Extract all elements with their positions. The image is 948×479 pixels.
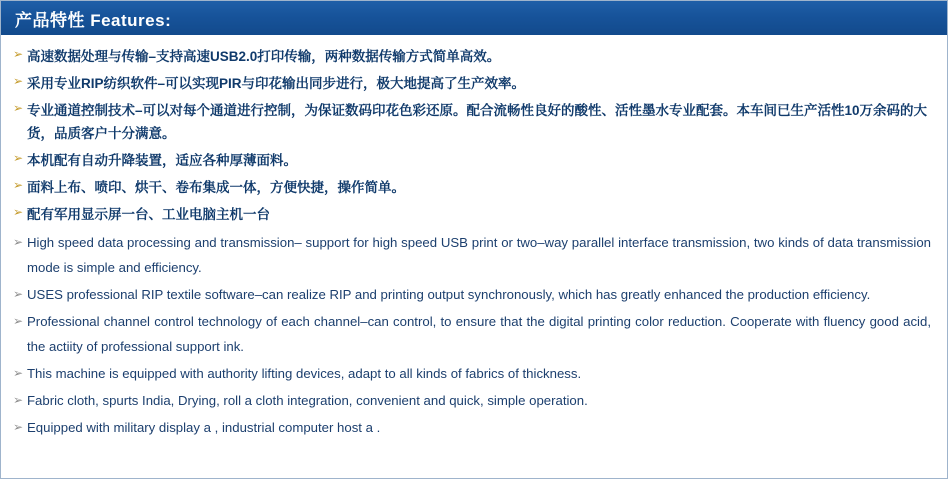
arrow-bullet-icon: ➢ — [13, 366, 24, 380]
page-title: 产品特性 Features: — [15, 10, 172, 30]
list-item — [11, 361, 935, 386]
list-item — [11, 203, 935, 226]
list-item — [11, 176, 935, 199]
feature-text-cn: 配有军用显示屏一台、工业电脑主机一台 — [27, 207, 270, 222]
feature-text-cn: 高速数据处理与传输–支持高速USB2.0打印传输，两种数据传输方式简单高效。 — [27, 49, 501, 64]
arrow-bullet-icon: ➢ — [13, 314, 24, 328]
feature-text-cn: 面料上布、喷印、烘干、卷布集成一体，方便快捷，操作简单。 — [27, 180, 405, 195]
list-item — [11, 388, 935, 413]
list-item — [11, 309, 935, 359]
arrow-bullet-icon: ➢ — [13, 205, 24, 219]
list-item — [11, 230, 935, 280]
list-item — [11, 99, 935, 145]
feature-text-en: Equipped with military display a , industrial computer host a . — [27, 420, 381, 435]
arrow-bullet-icon: ➢ — [13, 151, 24, 165]
feature-text-en: Professional channel control technology of each channel–can control, to ensure that the digital printing color reduction. Cooperate with fluency good acid, the actiity of professional support ink. — [27, 314, 931, 354]
list-item — [11, 45, 935, 68]
feature-text-en: This machine is equipped with authority lifting devices, adapt to all kinds of fabrics of thickness. — [27, 366, 582, 381]
feature-text-cn: 专业通道控制技术–可以对每个通道进行控制，为保证数码印花色彩还原。配合流畅性良好的酸性、活性墨水专业配套。本车间已生产活性10万余码的大货，品质客户十分满意。 — [27, 103, 928, 141]
feature-text-cn: 采用专业RIP纺织软件–可以实现PIR与印花输出同步进行，极大地提高了生产效率。 — [27, 76, 526, 91]
arrow-bullet-icon: ➢ — [13, 101, 24, 115]
arrow-bullet-icon: ➢ — [13, 74, 24, 88]
arrow-bullet-icon: ➢ — [13, 420, 24, 434]
feature-text-cn: 本机配有自动升降装置，适应各种厚薄面料。 — [27, 153, 297, 168]
arrow-bullet-icon: ➢ — [13, 393, 24, 407]
list-item — [11, 149, 935, 172]
features-list — [1, 35, 947, 446]
arrow-bullet-icon: ➢ — [13, 178, 24, 192]
panel-header — [1, 1, 947, 35]
arrow-bullet-icon: ➢ — [13, 235, 24, 249]
feature-text-en: High speed data processing and transmission– support for high speed USB print or two–way parallel interface transmission, two kinds of data transmission mode is simple and efficiency. — [27, 235, 931, 275]
list-item — [11, 282, 935, 307]
feature-text-en: USES professional RIP textile software–can realize RIP and printing output synchronously, which has greatly enhanced the production efficiency. — [27, 287, 871, 302]
list-item — [11, 72, 935, 95]
feature-text-en: Fabric cloth, spurts India, Drying, roll a cloth integration, convenient and quick, simple operation. — [27, 393, 588, 408]
arrow-bullet-icon: ➢ — [13, 287, 24, 301]
list-item — [11, 415, 935, 440]
arrow-bullet-icon: ➢ — [13, 47, 24, 61]
